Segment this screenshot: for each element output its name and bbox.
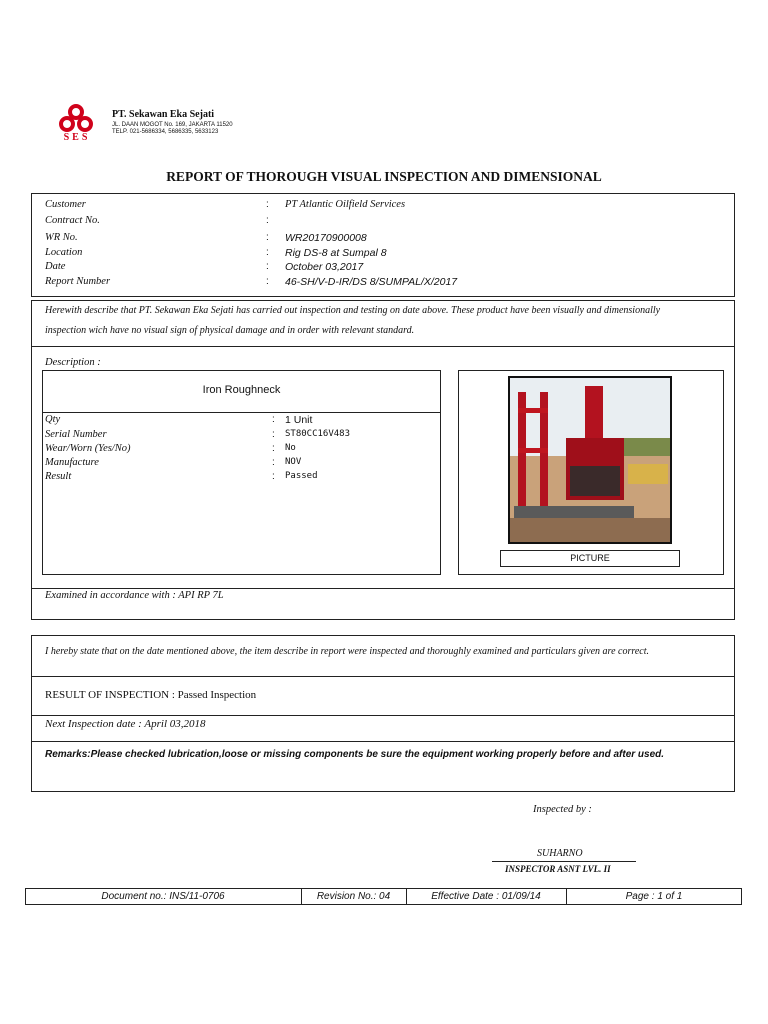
- next-inspection-date: Next Inspection date : April 03,2018: [45, 718, 206, 730]
- header-label: Contract No.: [45, 215, 100, 226]
- description-value: ST80CC16V483: [285, 429, 351, 439]
- header-label: Location: [45, 247, 83, 258]
- examined-standard: Examined in accordance with : API RP 7L: [45, 590, 224, 601]
- description-label-item: Wear/Worn (Yes/No): [45, 443, 131, 454]
- divider: [42, 412, 441, 413]
- statement-line-1: Herewith describe that PT. Sekawan Eka Sejati has carried out inspection and testing on date above. These product have been visually and dimensionally: [45, 305, 661, 316]
- header-label: Date: [45, 261, 66, 272]
- colon-separator: :: [272, 443, 275, 454]
- colon-separator: :: [272, 457, 275, 468]
- colon-separator: :: [266, 247, 269, 258]
- divider: [31, 346, 735, 347]
- colon-separator: :: [266, 276, 269, 287]
- iron-roughneck-image: [510, 378, 670, 542]
- colon-separator: :: [272, 414, 275, 425]
- description-value: 1 Unit: [285, 414, 313, 426]
- description-label-item: Result: [45, 471, 72, 482]
- result-of-inspection: RESULT OF INSPECTION : Passed Inspection: [45, 689, 257, 701]
- description-label-item: Manufacture: [45, 457, 99, 468]
- item-name: Iron Roughneck: [202, 384, 281, 396]
- statement-line-2: inspection wich have no visual sign of physical damage and in order with relevant standard.: [45, 325, 415, 336]
- divider: [31, 588, 735, 589]
- description-label: Description :: [45, 357, 101, 368]
- company-phone: TELP. 021-5686334, 5686335, 5633123: [112, 129, 219, 135]
- company-logo: [58, 104, 94, 146]
- report-title: REPORT OF THOROUGH VISUAL INSPECTION AND DIMENSIONAL: [166, 169, 602, 184]
- description-value: Passed: [285, 471, 318, 481]
- item-box: [42, 370, 441, 575]
- company-address: JL. DAAN MOGOT No. 169, JAKARTA 11520: [112, 122, 233, 128]
- header-value: PT Atlantic Oilfield Services: [285, 199, 406, 210]
- remarks: Remarks:Please checked lubrication,loose or missing components be sure the equipment working properly before and after used.: [45, 749, 665, 760]
- company-name: PT. Sekawan Eka Sejati: [112, 109, 215, 120]
- effective-date: Effective Date : 01/09/14: [431, 891, 541, 902]
- description-value: NOV: [285, 457, 302, 467]
- divider: [31, 715, 735, 716]
- divider: [31, 676, 735, 677]
- inspector-title: INSPECTOR ASNT LVL. II: [505, 864, 611, 874]
- colon-separator: :: [266, 232, 269, 243]
- page-number: Page : 1 of 1: [625, 891, 683, 902]
- colon-separator: :: [272, 471, 275, 482]
- header-label: Customer: [45, 199, 86, 210]
- description-value: No: [285, 443, 296, 453]
- signature-line: [492, 861, 636, 862]
- divider: [31, 741, 735, 742]
- header-value: Rig DS-8 at Sumpal 8: [285, 247, 387, 259]
- inspector-name: SUHARNO: [537, 848, 583, 859]
- header-label: Report Number: [45, 276, 111, 287]
- colon-separator: :: [266, 215, 269, 226]
- description-label-item: Qty: [45, 414, 61, 425]
- revision-no: Revision No.: 04: [316, 891, 391, 902]
- equipment-photo: [508, 376, 672, 544]
- header-value: WR20170900008: [285, 232, 367, 244]
- colon-separator: :: [266, 261, 269, 272]
- colon-separator: :: [272, 429, 275, 440]
- logo-text: SES: [63, 132, 91, 143]
- picture-label: PICTURE: [570, 553, 610, 563]
- result-box: [31, 635, 735, 792]
- description-label-item: Serial Number: [45, 429, 107, 440]
- declaration: I hereby state that on the date mentioned above, the item describe in report were inspected and thoroughly examined and particulars given are correct.: [45, 646, 650, 657]
- ses-logo-icon: [58, 104, 94, 134]
- colon-separator: :: [266, 199, 269, 210]
- document-no: Document no.: INS/11-0706: [101, 891, 225, 902]
- header-value: 46-SH/V-D-IR/DS 8/SUMPAL/X/2017: [285, 276, 458, 288]
- header-value: October 03,2017: [285, 261, 364, 273]
- inspected-by-label: Inspected by :: [533, 804, 592, 815]
- header-label: WR No.: [45, 232, 78, 243]
